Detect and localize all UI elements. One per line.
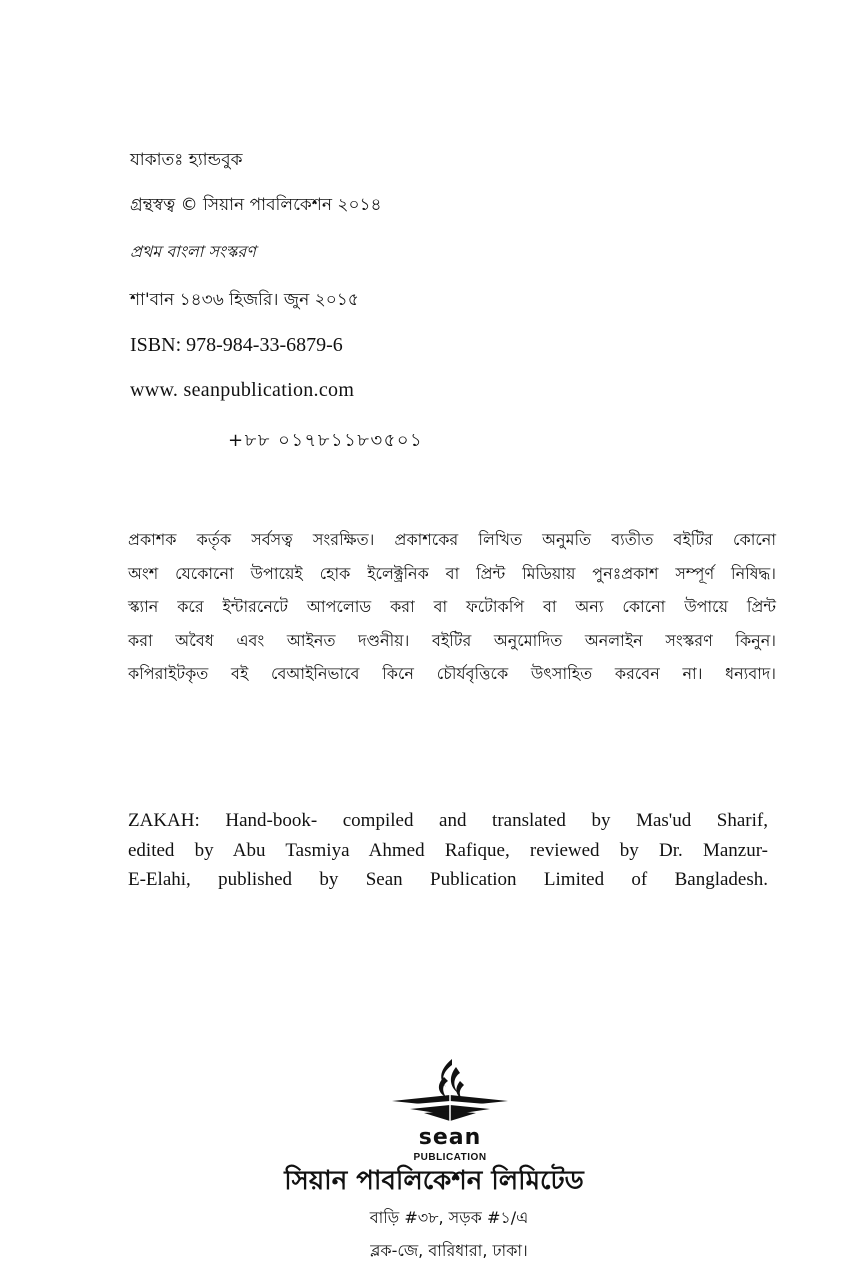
publisher-name: সিয়ান পাবলিকেশন লিমিটেড bbox=[284, 1166, 584, 1196]
website-line: www. seanpublication.com bbox=[130, 379, 355, 401]
copyright-line: গ্রন্থস্বত্ব © সিয়ান পাবলিকেশন ২০১৪ bbox=[130, 195, 382, 215]
logo-subtext: PUBLICATION bbox=[413, 1152, 487, 1163]
rights-notice bbox=[128, 523, 776, 691]
rights-notice-line: কপিরাইটকৃত বই বেআইনিভাবে কিনে চৌর্যবৃত্তিকে উৎসাহিত করবেন না। ধন্যবাদ। bbox=[128, 664, 776, 683]
book-with-flame-icon bbox=[380, 1055, 520, 1127]
phone-line: +৮৮ ০১৭৮১১৮৩৫০১ bbox=[228, 430, 424, 451]
isbn-line: ISBN: 978-984-33-6879-6 bbox=[130, 334, 343, 356]
publisher-address-line-2: ব্লক-জে, বারিধারা, ঢাকা। bbox=[370, 1241, 528, 1260]
release-date-line: শা'বান ১৪৩৬ হিজরি। জুন ২০১৫ bbox=[130, 290, 359, 310]
book-title: যাকাতঃ হ্যান্ডবুক bbox=[130, 150, 243, 170]
english-credit-line: E-Elahi, published by Sean Publication Limited of Bangladesh. bbox=[128, 869, 768, 890]
edition-line: প্রথম বাংলা সংস্করণ bbox=[130, 242, 256, 261]
rights-notice-line: প্রকাশক কর্তৃক সর্বসত্ব সংরক্ষিত। প্রকাশকের লিখিত অনুমতি ব্যতীত বইটির কোনো bbox=[128, 530, 776, 549]
publisher-address-line-1: বাড়ি #৩৮, সড়ক #১/এ bbox=[369, 1208, 529, 1227]
rights-notice-line: করা অবৈধ এবং আইনত দণ্ডনীয়। বইটির অনুমোদিত অনলাইন সংস্করণ কিনুন। bbox=[128, 630, 776, 650]
rights-notice-line: অংশ যেকোনো উপায়েই হোক ইলেক্ট্রনিক বা প্রিন্ট মিডিয়ায় পুনঃপ্রকাশ সম্পূর্ণ নিষিদ্ধ। bbox=[128, 563, 776, 583]
english-credit-line: edited by Abu Tasmiya Ahmed Rafique, reviewed by Dr. Manzur- bbox=[128, 839, 768, 861]
logo-text: sean bbox=[418, 1125, 482, 1150]
english-credit bbox=[128, 806, 768, 895]
rights-notice-line: স্ক্যান করে ইন্টারনেটে আপলোড করা বা ফটোকপি বা অন্য কোনো উপায়ে প্রিন্ট bbox=[128, 597, 776, 616]
english-credit-line: ZAKAH: Hand-book- compiled and translated by Mas'ud Sharif, bbox=[128, 810, 768, 831]
publisher-logo bbox=[380, 1055, 520, 1165]
